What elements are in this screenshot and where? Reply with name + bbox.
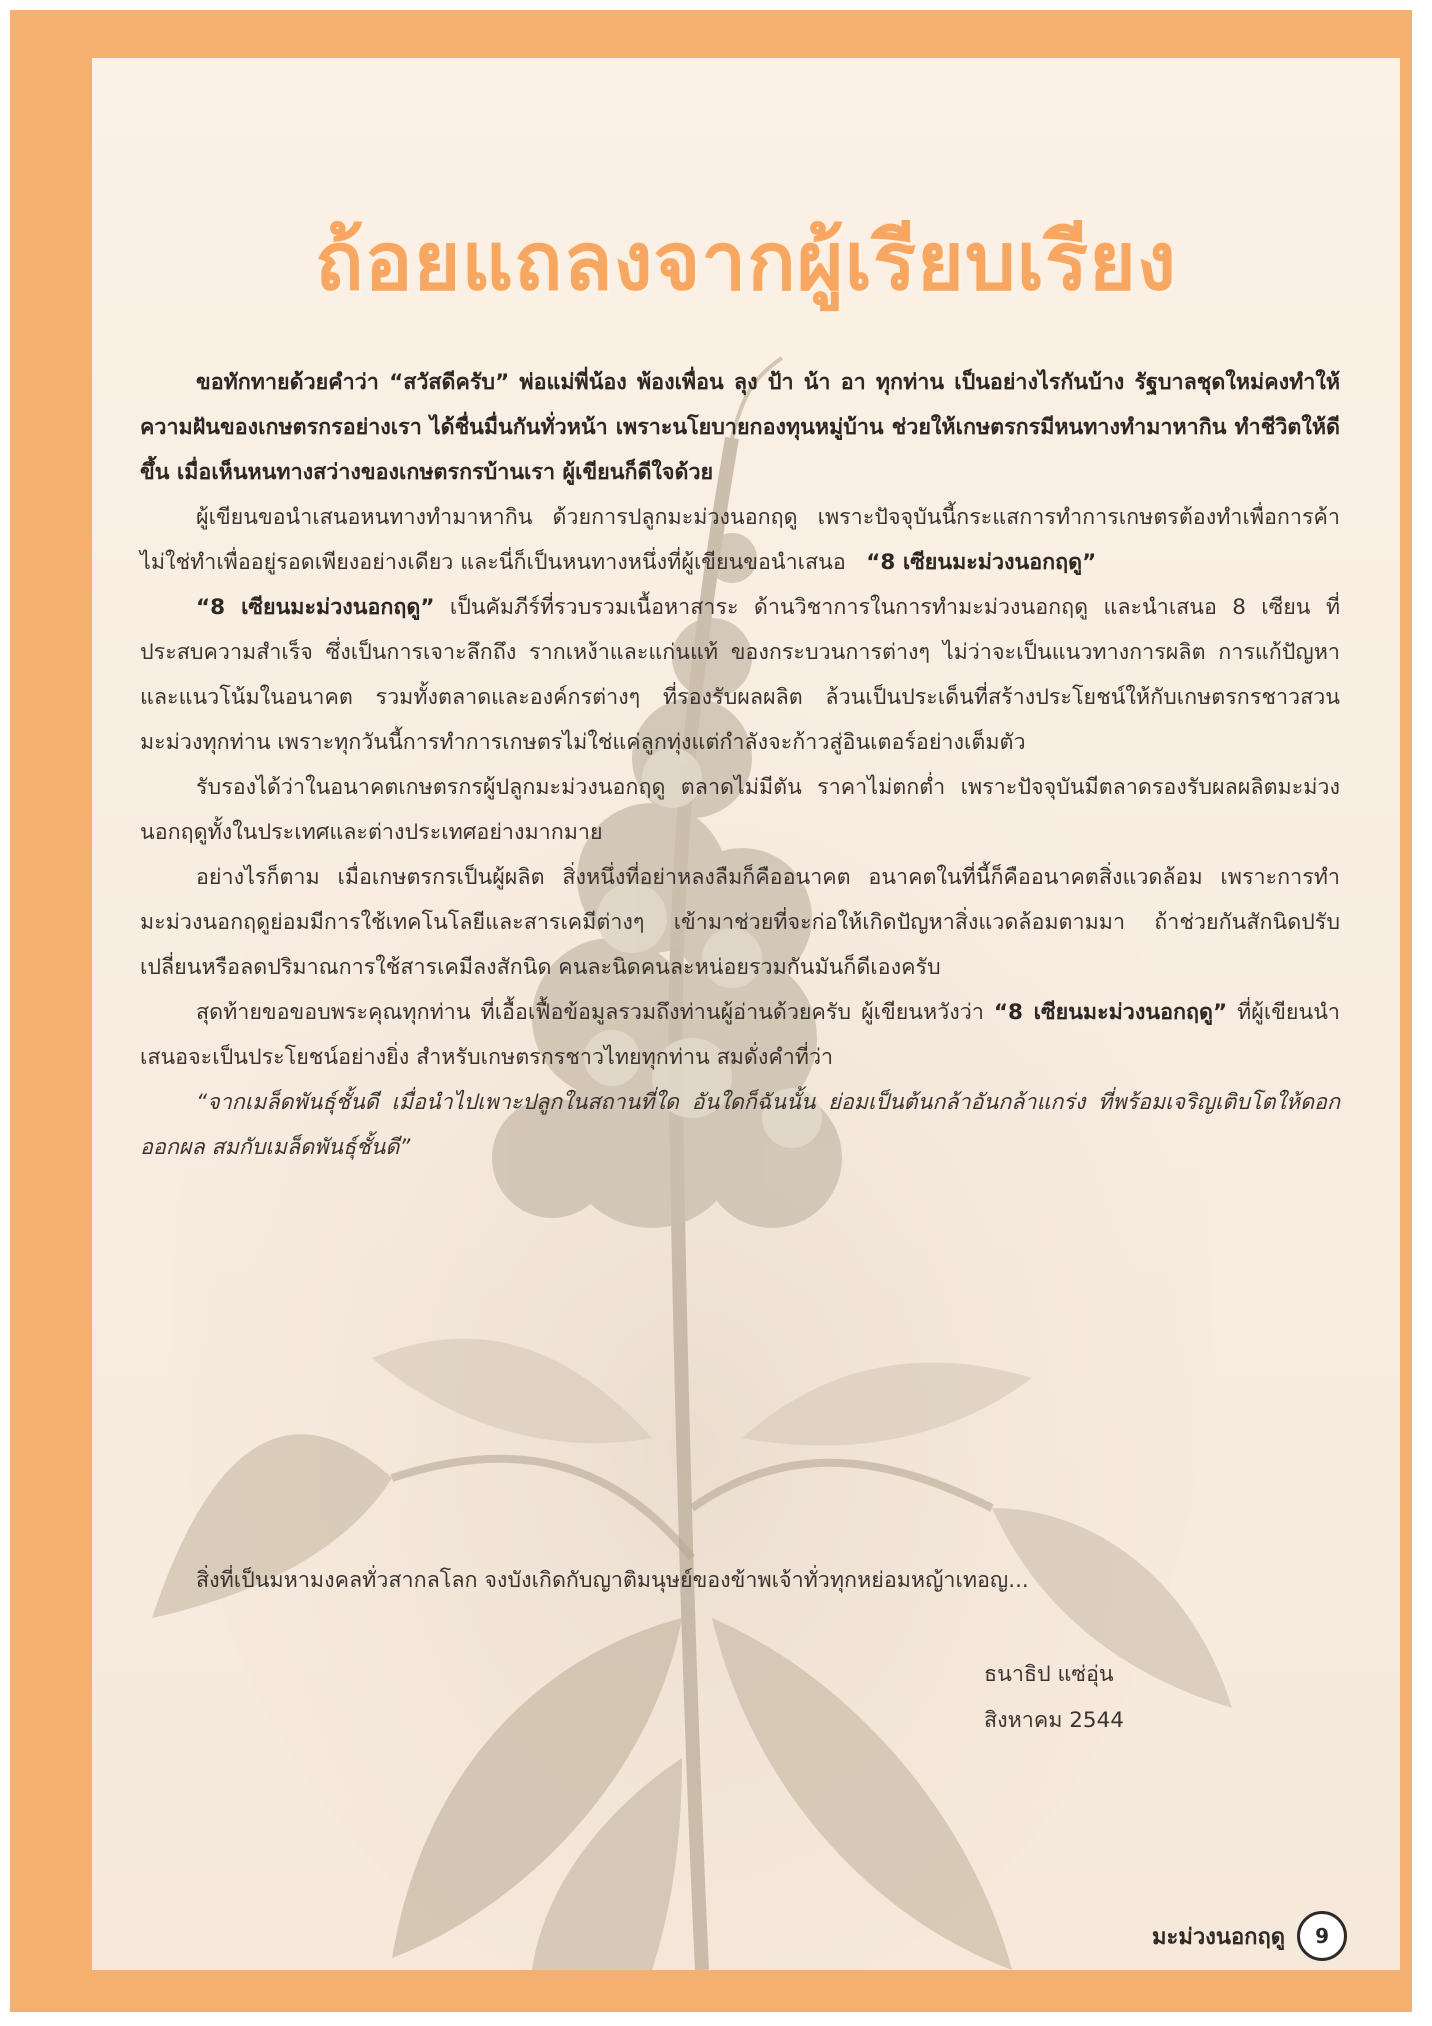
article-body <box>140 360 1340 1170</box>
content-panel <box>92 58 1400 1970</box>
blessing: สิ่งที่เป็นมหามงคลทั่วสากลโลก จงบังเกิดกับญาติมนุษย์ของข้าพเจ้าทั่วทุกหย่อมหญ้าเทอญ... <box>196 1568 1029 1593</box>
quote: “จากเมล็ดพันธุ์ชั้นดี เมื่อนำไปเพาะปลูกในสถานที่ใด อันใดก็ฉันนั้น ย่อมเป็นต้นกล้าอันกล้าแกร่ง ที่พร้อมเจริญเติบโตให้ดอกออกผล สมกับเมล็ดพันธุ์ชั้นดี” <box>140 1090 1340 1160</box>
paragraph-6-text-a: สุดท้ายขอขอบพระคุณทุกท่าน ที่เอื้อเฟื้อข้อมูลรวมถึงท่านผู้อ่านด้วยครับ ผู้เขียนหวังว่า <box>196 1000 994 1025</box>
paragraph-6-book-title: “8 เซียนมะม่วงนอกฤดู” <box>993 1000 1228 1025</box>
page-footer <box>1152 1908 1347 1964</box>
paragraph-6 <box>140 990 1340 1080</box>
paragraph-2-book-title: “8 เซียนมะม่วงนอกฤดู” <box>866 550 1097 575</box>
paragraph-3-book-title: “8 เซียนมะม่วงนอกฤดู” <box>196 595 435 620</box>
paragraph-3-text: เป็นคัมภีร์ที่รวบรวมเนื้อหาสาระ ด้านวิชาการในการทำมะม่วงนอกฤดู และนำเสนอ 8 เซียน ที่ประสบความสำเร็จ ซึ่งเป็นการเจาะลึกถึง รากเหง้าและแก่นแท้ ของกระบวนการต่างๆ ไม่ว่าจะเป็นแนวทางการผลิต การแก้ปัญหา และแนวโน้มในอนาคต รวมทั้งตลาดและองค์กรต่างๆ ที่รองรับผลผลิต ล้วนเป็นประเด็นที่สร้างประโยชน์ให้กับเกษตรกรชาวสวนมะม่วงทุกท่าน เพราะทุกวันนี้การทำการเกษตรไม่ใช่แค่ลูกทุ่งแต่กำลังจะก้าวสู่อินเตอร์อย่างเต็มตัว <box>140 595 1340 755</box>
signature-date: สิงหาคม 2544 <box>984 1708 1124 1733</box>
paragraph-6-text-b: ที่ผู้เขียนนำเสนอจะเป็นประโยชน์อย่างยิ่ง สำหรับเกษตรกรชาวไทยทุกท่าน สมดั่งคำที่ว่า <box>140 1000 1340 1070</box>
footer-book-title: มะม่วงนอกฤดู <box>1152 1924 1286 1950</box>
page-title: ถ้อยแถลงจากผู้เรียบเรียง <box>315 215 1177 308</box>
paragraph-2 <box>140 495 1340 585</box>
paragraph-5: อย่างไรก็ตาม เมื่อเกษตรกรเป็นผู้ผลิต สิ่งหนึ่งที่อย่าหลงลืมก็คืออนาคต อนาคตในที่นี้ก็คืออนาคตสิ่งแวดล้อม เพราะการทำมะม่วงนอกฤดูย่อมมีการใช้เทคโนโลยีและสารเคมีต่างๆ เข้ามาช่วยที่จะก่อให้เกิดปัญหาสิ่งแวดล้อมตามมา ถ้าช่วยกันสักนิดปรับเปลี่ยนหรือลดปริมาณการใช้สารเคมีลงสักนิด คนละนิดคนละหน่อยรวมกันมันก็ดีเองครับ <box>140 865 1340 980</box>
paragraph-4: รับรองได้ว่าในอนาคตเกษตรกรผู้ปลูกมะม่วงนอกฤดู ตลาดไม่มีตัน ราคาไม่ตกต่ำ เพราะปัจจุบันมีตลาดรองรับผลผลิตมะม่วงนอกฤดูทั้งในประเทศและต่างประเทศอย่างมากมาย <box>140 775 1340 845</box>
signature-block <box>984 1652 1124 1744</box>
paragraph-3 <box>140 585 1340 765</box>
page-number: 9 <box>1297 1911 1347 1961</box>
paragraph-1: ขอทักทายด้วยคำว่า “สวัสดีครับ” พ่อแม่พี่น้อง พ้องเพื่อน ลุง ป้า น้า อา ทุกท่าน เป็นอย่างไรกันบ้าง รัฐบาลชุดใหม่คงทำให้ความฝันของเกษตรกรอย่างเรา ได้ชื่นมื่นกันทั่วหน้า เพราะนโยบายกองทุนหมู่บ้าน ช่วยให้เกษตรกรมีหนทางทำมาหากิน ทำชีวิตให้ดีขึ้น เมื่อเห็นหนทางสว่างของเกษตรกรบ้านเรา ผู้เขียนก็ดีใจด้วย <box>140 370 1340 485</box>
paragraph-2-text: ผู้เขียนขอนำเสนอหนทางทำมาหากิน ด้วยการปลูกมะม่วงนอกฤดู เพราะปัจจุบันนี้กระแสการทำการเกษตรต้องทำเพื่อการค้าไม่ใช่ทำเพื่ออยู่รอดเพียงอย่างเดียว และนี่ก็เป็นหนทางหนึ่งที่ผู้เขียนขอนำเสนอ <box>140 505 1340 575</box>
author-name: ธนาธิป แซ่อุ่น <box>984 1662 1114 1687</box>
